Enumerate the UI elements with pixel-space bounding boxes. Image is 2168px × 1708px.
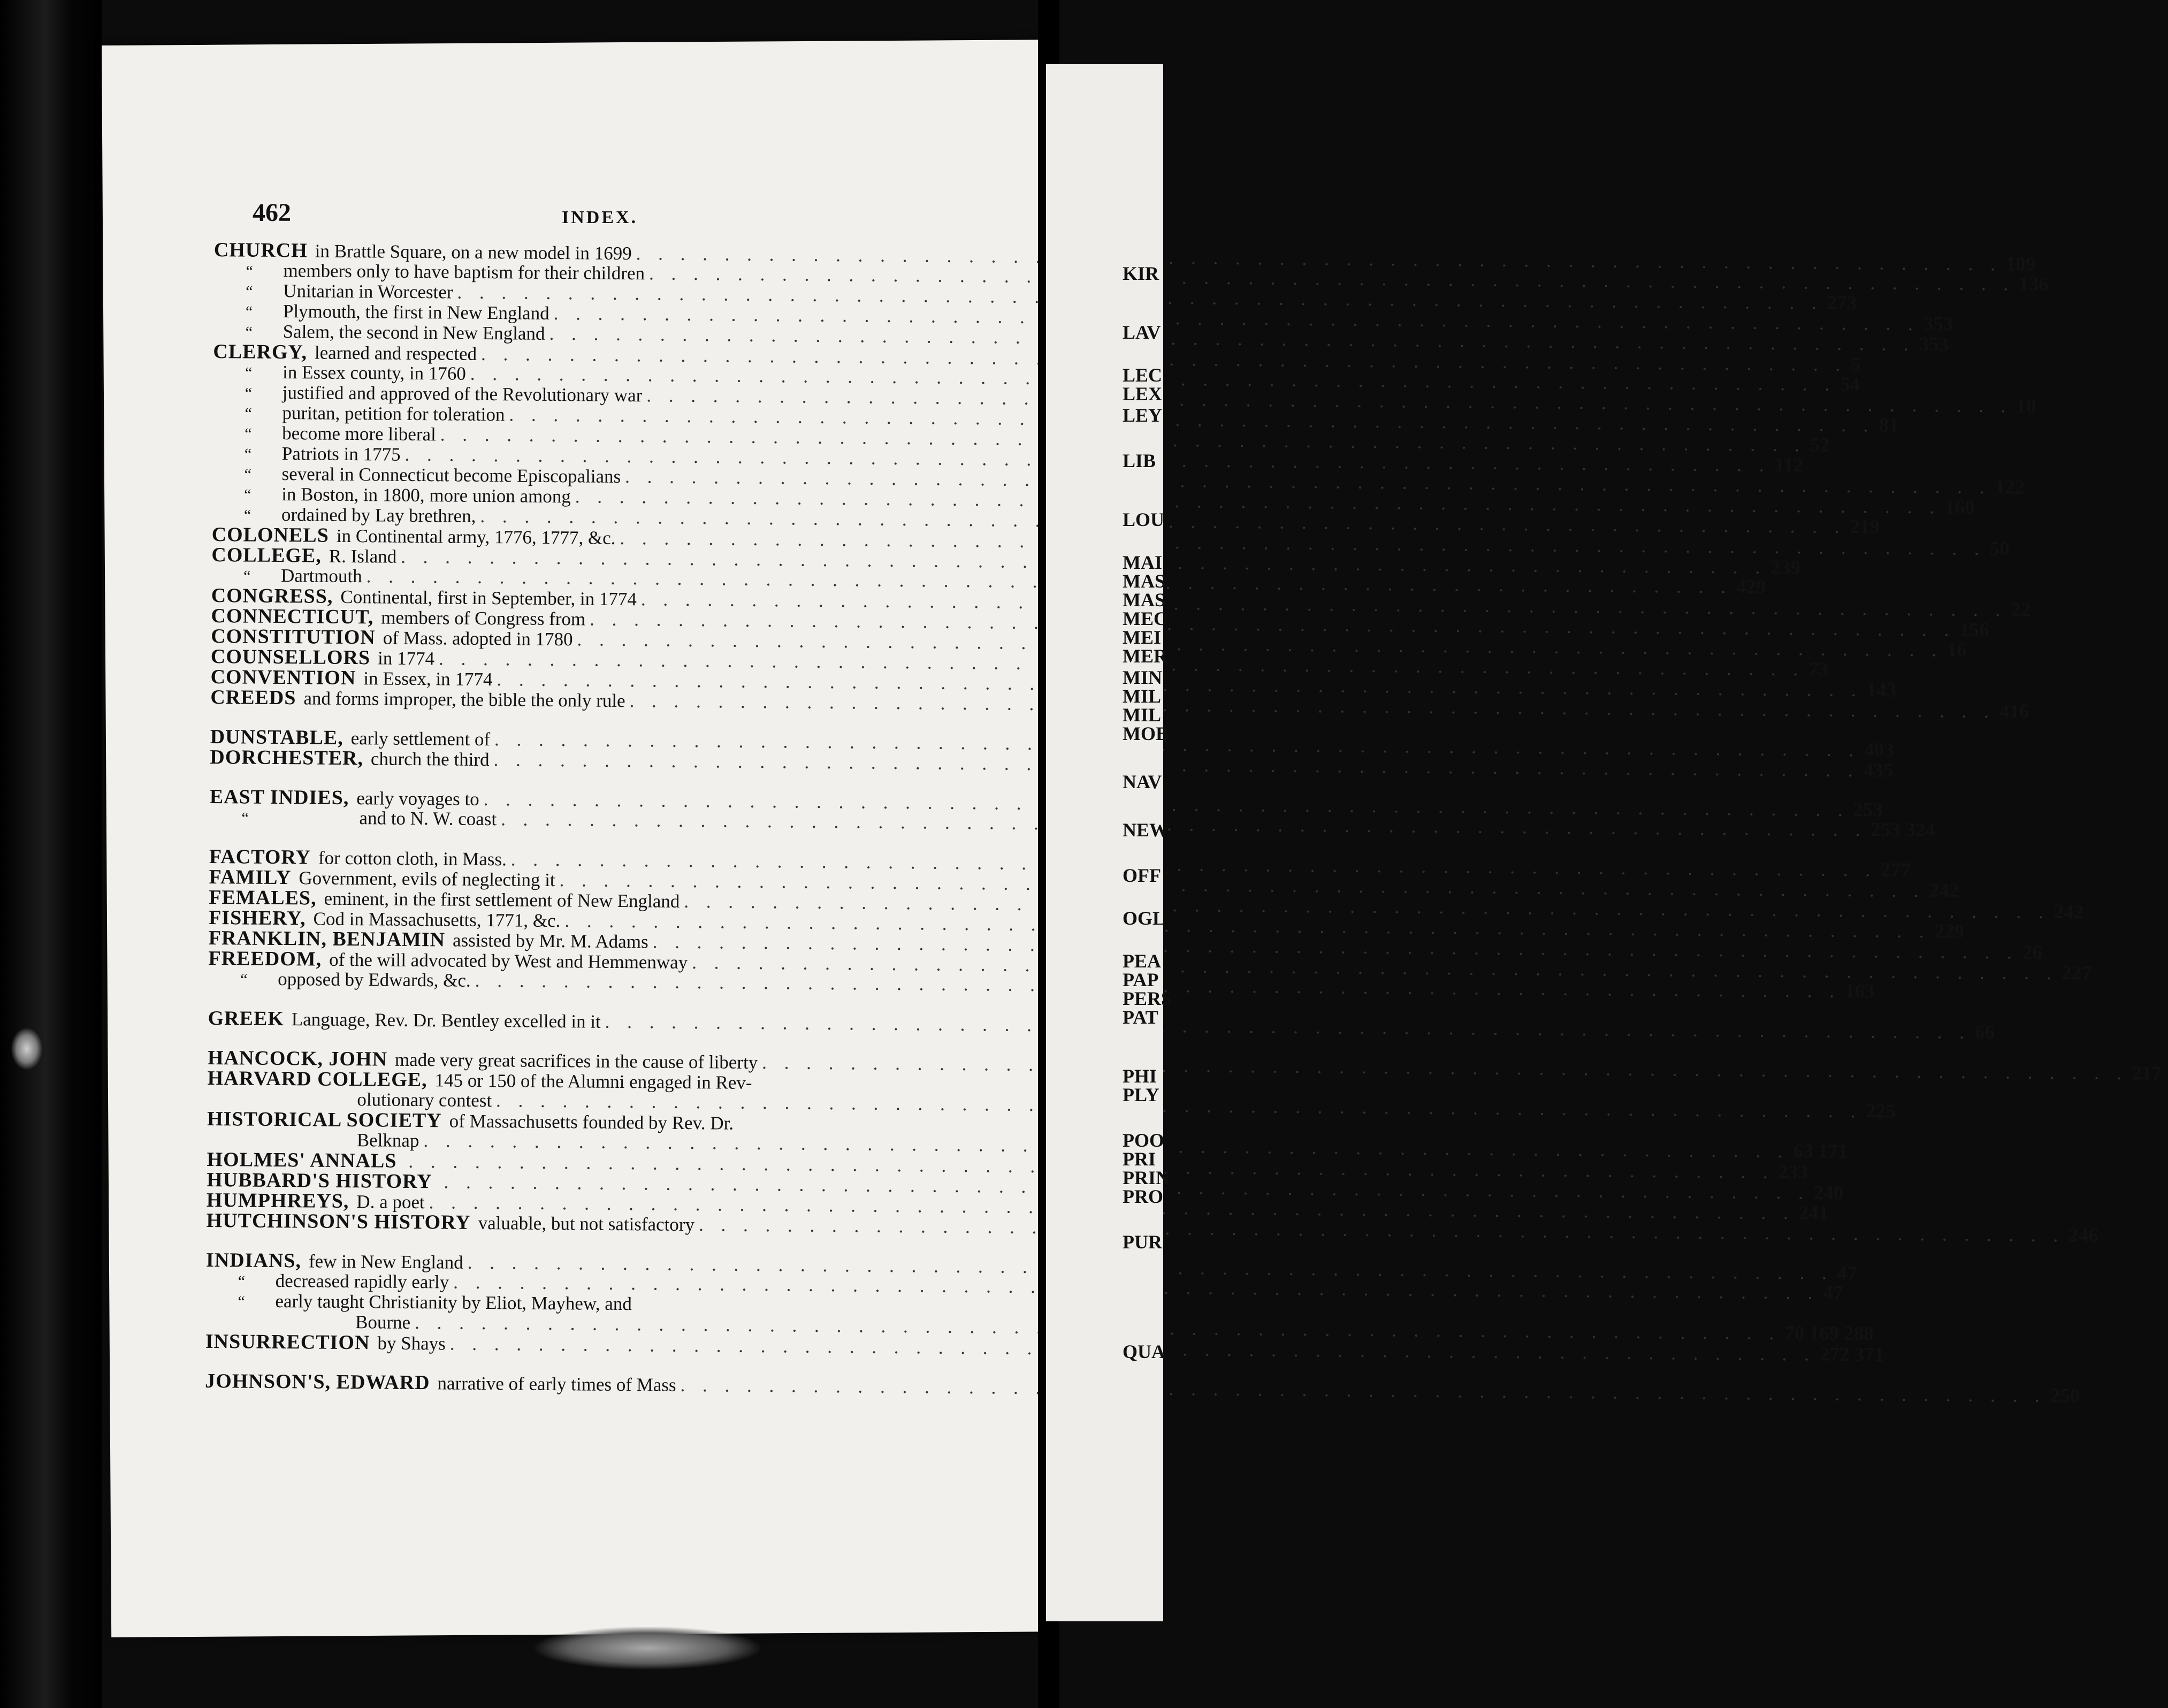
entry-description: of Mass. adopted in 1780 [383, 627, 573, 650]
entry-description: assisted by Mr. M. Adams [452, 929, 648, 952]
entry-description: in Essex, in 1774 [363, 668, 493, 690]
entry-description: by Shays [377, 1332, 446, 1354]
entry-heading: FRANKLIN, BENJAMIN [208, 926, 446, 951]
page-references: 403 [1864, 739, 1894, 761]
facing-page-fragment: PHI [1123, 1065, 1157, 1087]
entry-description: decreased rapidly early [275, 1270, 449, 1293]
entry-description: Government, evils of neglecting it [299, 867, 555, 891]
page-references: 109 [2005, 253, 2036, 276]
entry-description: several in Connecticut become Episcopalians [281, 463, 621, 487]
entry-description: 145 or 150 of the Alumni engaged in Rev- [434, 1070, 752, 1093]
ditto-mark: “ [243, 506, 251, 524]
entry-description: members of Congress from [381, 607, 586, 630]
entry-heading: HISTORICAL SOCIETY [207, 1107, 442, 1132]
entry-description: Continental, first in September, in 1774 [340, 586, 637, 610]
entry-heading: DORCHESTER, [210, 745, 364, 770]
facing-page-fragment: LEX [1123, 383, 1163, 405]
ditto-mark: “ [245, 323, 253, 341]
ditto-mark: “ [245, 364, 253, 382]
facing-page-fragment: LEC [1123, 364, 1163, 386]
facing-page-fragment: MOB [1123, 723, 1169, 744]
entry-description: justified and approved of the Revolutionary war [282, 382, 643, 406]
entry-description: members only to have baptism for their children [283, 260, 645, 284]
entry-description: learned and respected [314, 342, 477, 364]
page-references: 429 [1736, 576, 1766, 598]
facing-page-fragment: MEI [1123, 627, 1161, 648]
page-references: 253 [1853, 799, 1883, 821]
page-references: 66 [1974, 1021, 1995, 1044]
facing-page-fragment: KIR [1123, 263, 1159, 284]
facing-page-fragment: LIB [1123, 450, 1156, 471]
entry-description: Cod in Massachusetts, 1771, &c. [313, 908, 561, 932]
entry-description: early taught Christianity by Eliot, Mayhew, and [275, 1290, 632, 1315]
facing-page-fragment: QUA [1123, 1341, 1165, 1362]
facing-page-fragment: LOU [1123, 509, 1165, 530]
entry-description: in Boston, in 1800, more union among [281, 484, 571, 507]
page-references: 70 169 288 [1784, 1322, 1874, 1345]
entry-description: few in New England [308, 1250, 463, 1273]
page-references: 246 [2068, 1224, 2098, 1247]
facing-page-fragment: POO [1123, 1130, 1164, 1151]
entry-description: valuable, but not satisfactory [478, 1212, 695, 1236]
page-references: 227 [2062, 962, 2092, 985]
entry-heading: EAST INDIES, [209, 785, 349, 810]
entry-description: early voyages to [356, 788, 479, 810]
running-head: INDEX. [562, 208, 638, 227]
ditto-mark: “ [245, 405, 252, 423]
entry-description: opposed by Edwards, &c. [278, 968, 471, 991]
page-references: 253 324 [1871, 819, 1935, 842]
facing-page-fragment: MAI [1123, 552, 1162, 573]
entry-description: olutionary contest [357, 1089, 492, 1111]
ditto-mark: “ [245, 384, 253, 402]
page-references: 50 [1989, 538, 2010, 560]
page-references: 10 [2016, 395, 2036, 417]
entry-description: Unitarian in Worcester [283, 280, 453, 303]
entry-heading: DUNSTABLE, [210, 725, 343, 749]
page-references: 156 [1959, 619, 1990, 642]
ditto-mark: “ [245, 303, 253, 321]
entry-heading: FREEDOM, [208, 947, 322, 971]
ditto-mark: “ [246, 262, 253, 280]
entry-heading: FACTORY [209, 845, 311, 869]
entry-description: become more liberal [282, 423, 436, 445]
entry-description: Bourne [355, 1312, 411, 1333]
page-references: 22 [2010, 599, 2031, 621]
entry-heading: INSURRECTION [205, 1330, 370, 1354]
entry-indent [207, 1145, 357, 1146]
page-references: 353 [1919, 333, 1949, 356]
page-references: 242 [2054, 901, 2084, 924]
facing-page-fragment: PAT [1123, 1006, 1158, 1028]
page-references: 277 [1880, 859, 1911, 881]
entry-description: Patriots in 1775 [281, 443, 401, 465]
facing-page-fragment: PEA [1123, 950, 1161, 972]
page-references: 5 [1851, 354, 1861, 376]
entry-heading: HARVARD COLLEGE, [207, 1066, 428, 1092]
entry-indent [207, 1104, 357, 1105]
entry-description: of Massachusetts founded by Rev. Dr. [449, 1110, 734, 1134]
page-references: 240 [1813, 1181, 1844, 1204]
entry-indent [205, 1327, 355, 1328]
entry-description: of the will advocated by West and Hemmenway [329, 949, 688, 973]
page-references: 136 [2019, 273, 2049, 295]
entry-description: and to N. W. coast [359, 807, 497, 830]
ditto-mark: “ [240, 971, 248, 989]
entry-heading: HOLMES' ANNALS [207, 1148, 397, 1172]
ditto-mark: “ [246, 283, 253, 301]
facing-page-fragment: PRO [1123, 1186, 1163, 1207]
dot-leader [601, 1012, 1975, 1043]
entry-description: Language, Rev. Dr. Bentley excelled in it [291, 1009, 601, 1032]
ditto-mark: “ [241, 809, 249, 827]
entry-heading: HANCOCK, JOHN [207, 1046, 388, 1071]
facing-page-fragment: MIL [1123, 685, 1161, 707]
entry-heading: GREEK [208, 1006, 284, 1031]
facing-page-fragment: MAS [1123, 570, 1165, 592]
facing-page-fragment: LAV [1123, 322, 1161, 343]
facing-page-fragment: PAP [1123, 969, 1159, 990]
dot-leader [694, 1215, 2068, 1246]
facing-page-fragment: PUR [1123, 1231, 1162, 1253]
page-references: 47 [1823, 1282, 1843, 1304]
ditto-mark: “ [244, 486, 251, 504]
entry-description: early settlement of [350, 728, 491, 750]
entry-heading: CONNECTICUT, [211, 604, 374, 629]
entry-description: for cotton cloth, in Mass. [318, 847, 507, 870]
page-references: 241 [1798, 1202, 1829, 1224]
facing-page-fragment: NEW [1123, 819, 1169, 841]
page-references: 217 [2132, 1062, 2162, 1085]
entry-description: Plymouth, the first in New England [283, 301, 549, 324]
entry-description: ordained by Lay brethren, [281, 504, 476, 527]
page-references: 272 371 [1819, 1343, 1884, 1366]
page-references: 273 [1827, 292, 1857, 315]
facing-page-fragment: NAV [1123, 771, 1162, 792]
page-references: 73 [1808, 658, 1829, 681]
page-references: 225 [1866, 1100, 1896, 1123]
facing-page-fragment: MIN [1123, 667, 1162, 688]
ditto-mark: “ [238, 1272, 246, 1291]
entry-heading: INDIANS, [205, 1248, 302, 1272]
entry-heading: CREEDS [210, 685, 296, 710]
page-references: 163 [1844, 980, 1875, 1003]
page-references: 47 [1837, 1262, 1857, 1285]
page-references: 54 [1839, 373, 1860, 396]
facing-page-fragment: MAS [1123, 589, 1165, 611]
scan-left-edge [0, 0, 102, 1708]
facing-page-fragment: MEC [1123, 608, 1167, 629]
facing-page-fragment: MER [1123, 645, 1167, 667]
entry-heading: CLERGY, [213, 340, 308, 364]
page-number: 462 [253, 199, 291, 227]
page-references: 26 [2022, 941, 2042, 964]
page-references: 112 [1774, 454, 1804, 477]
index-entry [205, 1369, 2080, 1407]
entry-description: eminent, in the first settlement of New England [324, 888, 680, 912]
entry-description: Belknap [356, 1130, 419, 1152]
entry-heading: CONSTITUTION [211, 624, 376, 649]
entry-description: Salem, the second in New England [283, 321, 545, 344]
page-references: 233 [1778, 1161, 1808, 1184]
entry-heading: CONGRESS, [211, 584, 333, 608]
page-references: 16 [1946, 639, 1967, 661]
page-references: 239 [1770, 556, 1801, 579]
page-references: 143 [1866, 679, 1897, 702]
page-references: 229 [1934, 920, 1965, 943]
facing-page-fragment: OGL [1123, 908, 1166, 929]
ditto-mark: “ [244, 445, 252, 463]
entry-heading: HUBBARD'S HISTORY [207, 1168, 432, 1193]
entry-heading: FISHERY, [208, 906, 306, 930]
facing-page-fragment: LEY [1123, 405, 1163, 426]
page-references: 160 [1944, 496, 1975, 518]
entry-description: and forms improper, the bible the only rule [303, 688, 625, 712]
scan-stain [535, 1627, 760, 1669]
entry-heading: JOHNSON'S, EDWARD [205, 1369, 430, 1394]
entry-heading: COUNSELLORS [210, 645, 371, 669]
page-references: 81 [1879, 414, 1899, 437]
page-references: 416 [1999, 700, 2029, 723]
entry-description: church the third [370, 748, 490, 771]
ditto-mark: “ [245, 425, 252, 443]
entry-description: in Continental army, 1776, 1777, &c. [336, 525, 616, 548]
entry-heading: CONVENTION [210, 665, 356, 690]
ditto-mark: “ [244, 466, 252, 484]
entry-heading: HUTCHINSON'S HISTORY [206, 1209, 471, 1234]
facing-page-fragment: PRIN [1123, 1167, 1170, 1188]
page-references: 63 171 [1793, 1140, 1848, 1163]
entry-description: narrative of early times of Mass [437, 1372, 676, 1396]
entry-description: in 1774 [377, 647, 435, 669]
facing-page-fragment: OFF [1123, 865, 1161, 886]
entry-heading: FEMALES, [209, 886, 317, 910]
page-references: 250 [2050, 1385, 2080, 1407]
facing-page-entries [1123, 0, 1172, 1708]
facing-page-fragment: PERS [1123, 988, 1172, 1009]
entry-description: in Essex county, in 1760 [282, 362, 467, 384]
entry-description: R. Island [329, 545, 397, 567]
scan-smudge [11, 1027, 43, 1070]
page-references: 122 [1995, 476, 2025, 499]
entry-description: in Brattle Square, on a new model in 1699 [315, 240, 632, 264]
ditto-mark: “ [238, 1293, 245, 1311]
facing-page-fragment: PRI [1123, 1148, 1156, 1170]
ditto-mark: “ [243, 567, 251, 585]
entry-description: made very great sacrifices in the cause of liberty [394, 1049, 758, 1073]
entry-description: Dartmouth [280, 565, 362, 587]
entry-heading: HUMPHREYS, [206, 1188, 349, 1213]
entry-heading: COLLEGE, [211, 543, 322, 567]
facing-page-fragment: MIL [1123, 704, 1161, 726]
entry-description: puritan, petition for toleration [282, 402, 505, 425]
entry-description: D. a poet [356, 1191, 425, 1213]
page-references: 242 [1929, 880, 1959, 902]
entry-heading: COLONELS [211, 523, 330, 547]
page-references: 353 [1923, 313, 1953, 336]
page-references: 219 [1850, 516, 1880, 538]
entry-heading: FAMILY [209, 865, 292, 889]
page-references: 52 [1810, 434, 1830, 456]
page-references: 435 [1863, 759, 1894, 782]
facing-page-fragment: PLY [1123, 1084, 1159, 1105]
entry-heading: CHURCH [213, 239, 308, 262]
